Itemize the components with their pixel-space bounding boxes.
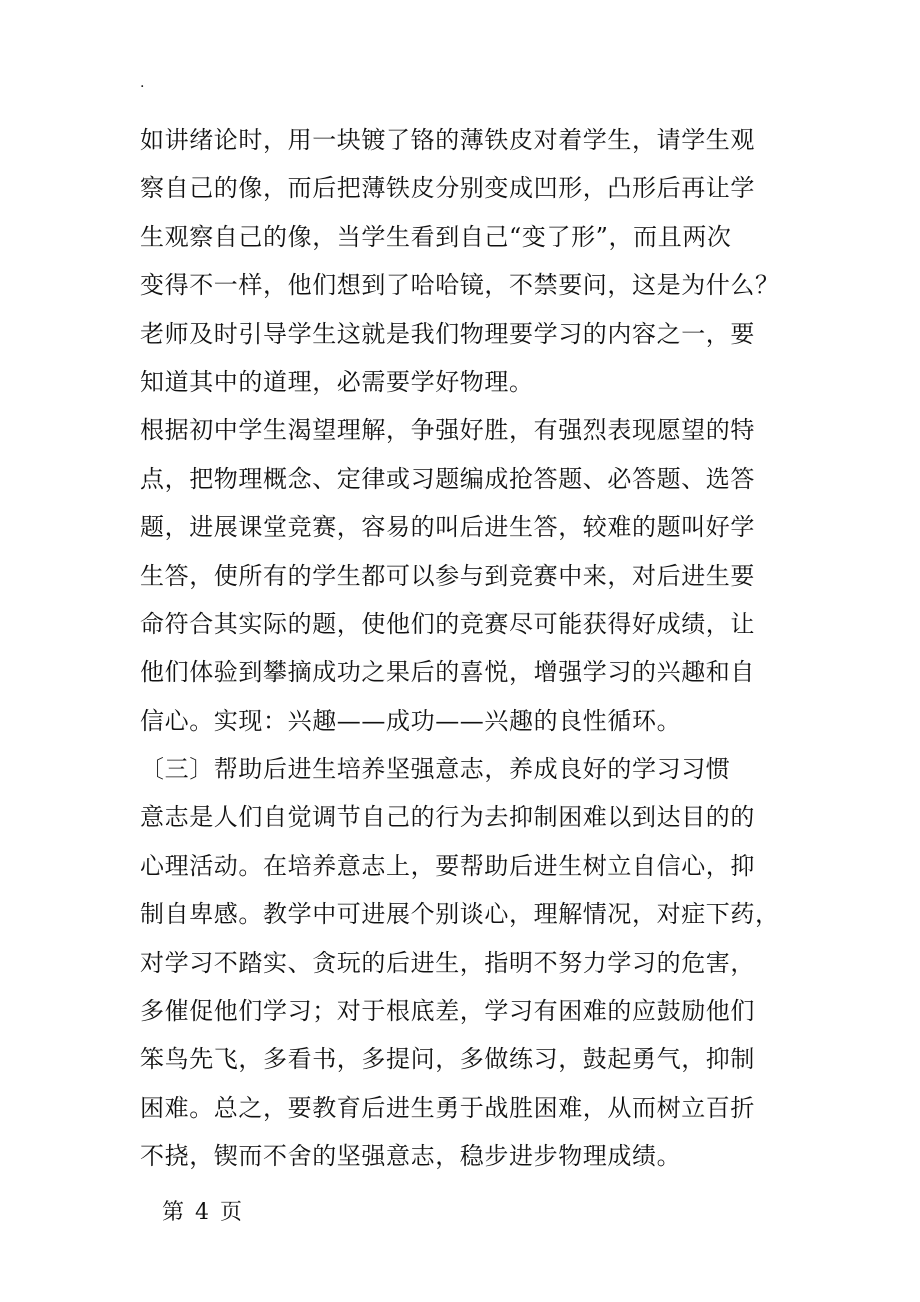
body-text (140, 116, 780, 1181)
text-line: 他们体验到攀摘成功之果后的喜悦，增强学习的兴趣和自 (140, 658, 755, 687)
text-line: 题，进展课堂竞赛，容易的叫后进生答，较难的题叫好学 (140, 513, 755, 542)
text-line: 知道其中的道理，必需要学好物理。 (140, 367, 534, 396)
text-line: 不挠，锲而不舍的坚强意志，稳步进步物理成绩。 (140, 1142, 682, 1171)
text-line: 如讲绪论时，用一块镀了铬的薄铁皮对着学生，请学生观 (140, 126, 755, 154)
text-line: 笨鸟先飞，多看书，多提问，多做练习，鼓起勇气，抑制 (140, 1045, 755, 1074)
text-line: 点，把物理概念、定律或习题编成抢答题、必答题、选答 (140, 464, 755, 493)
text-line: 生观察自己的像，当学生看到自己“变了形”，而且两次 (140, 222, 732, 251)
text-line: 命符合其实际的题，使他们的竞赛尽可能获得好成绩，让 (140, 609, 755, 638)
text-line: 察自己的像，而后把薄铁皮分别变成凹形，凸形后再让学 (140, 174, 755, 203)
text-line: 生答，使所有的学生都可以参与到竞赛中来，对后进生要 (140, 561, 755, 590)
text-line: 根据初中学生渴望理解，争强好胜，有强烈表现愿望的特 (140, 416, 755, 445)
page-number: 第 4 页 (162, 1200, 244, 1225)
text-line: 心理活动。在培养意志上，要帮助后进生树立自信心，抑 (140, 851, 755, 880)
section-heading: 〔三〕帮助后进生培养坚强意志，养成良好的学习习惯 (140, 755, 731, 784)
text-line: 多催促他们学习；对于根底差，学习有困难的应鼓励他们 (140, 997, 755, 1026)
text-line: 信心。实现：兴趣——成功——兴趣的良性循环。 (140, 706, 682, 735)
header-mark: . (140, 75, 145, 91)
text-line: 制自卑感。教学中可进展个别谈心，理解情况，对症下药， (140, 900, 780, 929)
text-line: 意志是人们自觉调节自己的行为去抑制困难以到达目的的 (140, 803, 755, 832)
text-line: 老师及时引导学生这就是我们物理要学习的内容之一，要 (140, 319, 755, 348)
text-line: 变得不一样，他们想到了哈哈镜，不禁要问，这是为什么？ (140, 271, 780, 300)
text-line: 困难。总之，要教育后进生勇于战胜困难，从而树立百折 (140, 1093, 755, 1122)
text-line: 对学习不踏实、贪玩的后进生，指明不努力学习的危害， (140, 948, 755, 977)
